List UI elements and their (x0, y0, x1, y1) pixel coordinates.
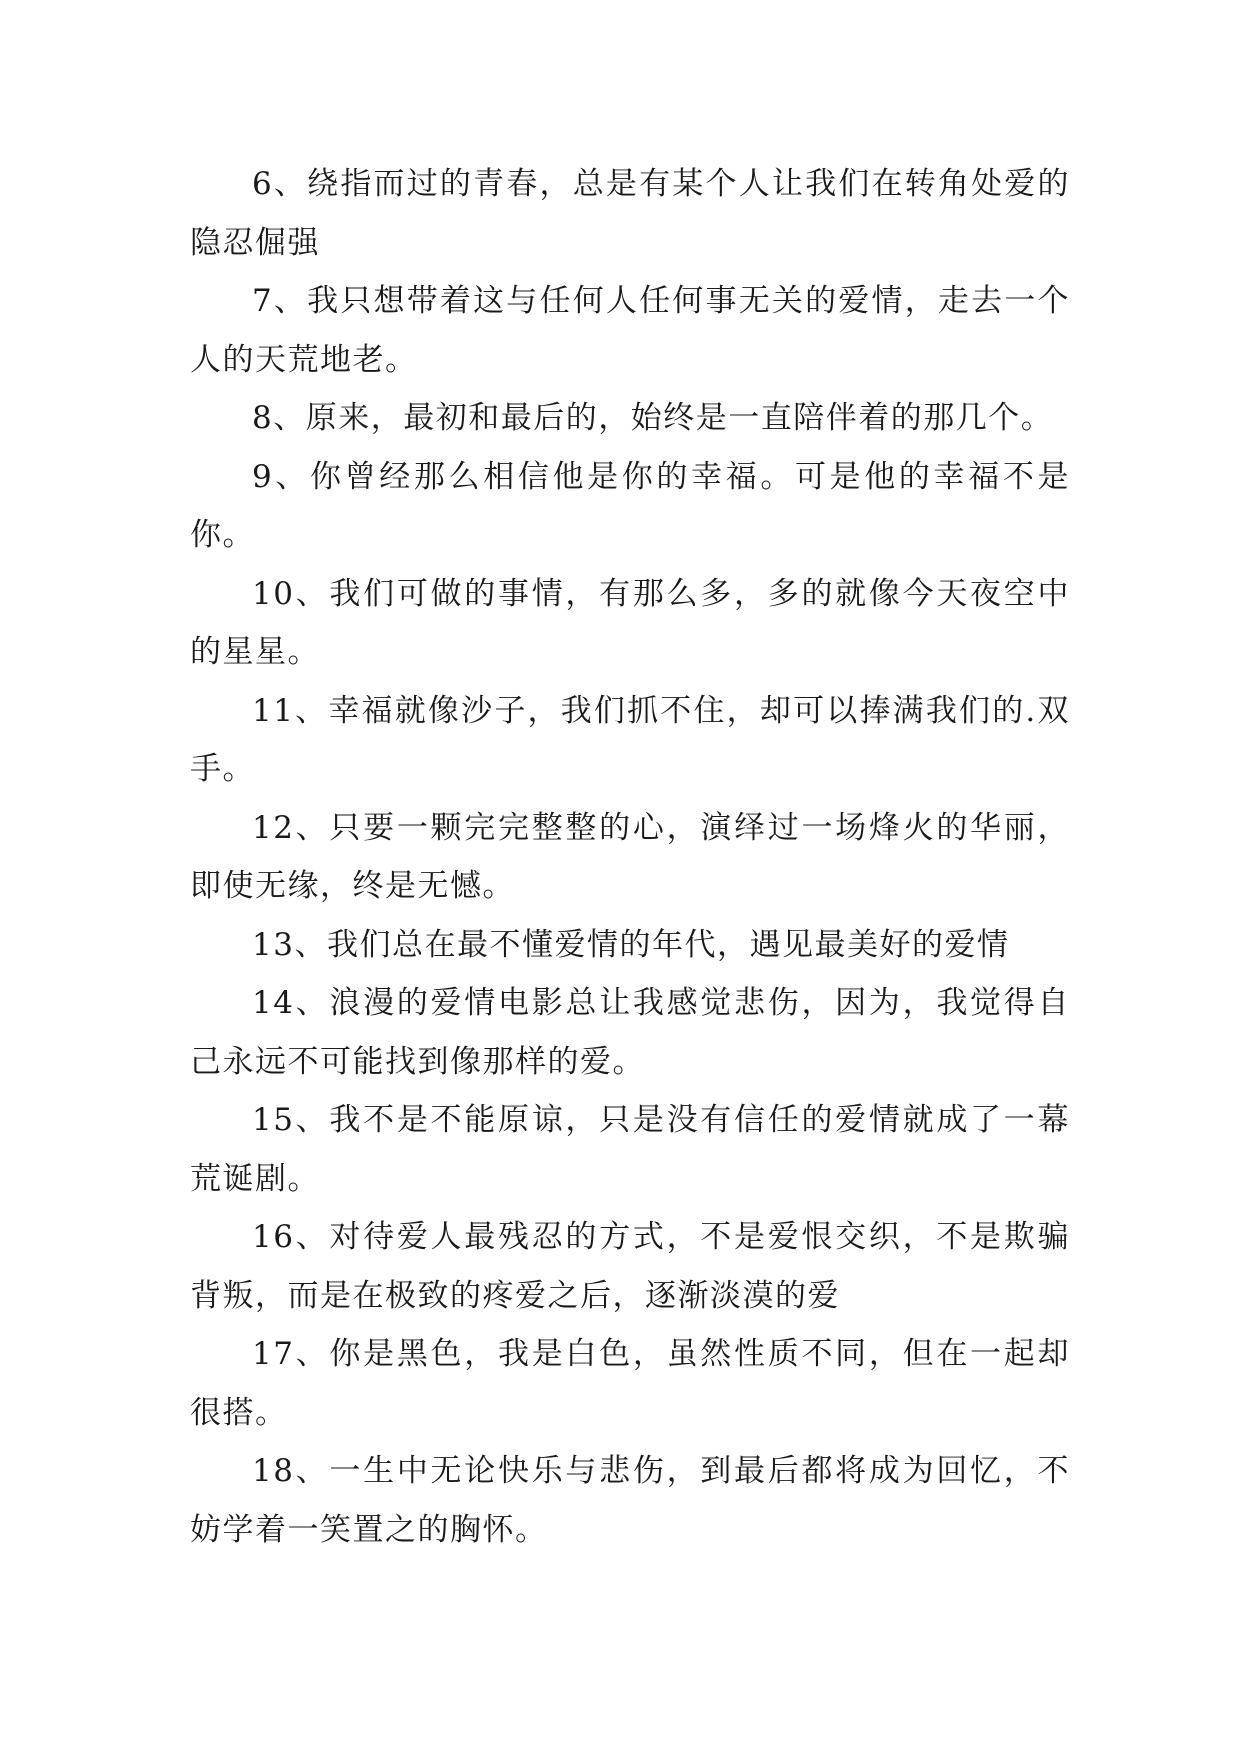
paragraph-16: 16、对待爱人最残忍的方式，不是爱恨交织，不是欺骗背叛，而是在极致的疼爱之后，逐渐淡漠的爱 (190, 1219, 1070, 1314)
paragraph-10: 10、我们可做的事情，有那么多，多的就像今天夜空中的星星。 (190, 575, 1070, 670)
paragraph-13: 13、我们总在最不懂爱情的年代，遇见最美好的爱情 (252, 926, 1010, 963)
paragraph-18: 18、一生中无论快乐与悲伤，到最后都将成为回忆，不妨学着一笑置之的胸怀。 (190, 1453, 1070, 1548)
paragraph-6: 6、绕指而过的青春，总是有某个人让我们在转角处爱的隐忍倔强 (190, 166, 1070, 261)
paragraph-7: 7、我只想带着这与任何人任何事无关的爱情，走去一个人的天荒地老。 (190, 283, 1070, 378)
paragraph-14: 14、浪漫的爱情电影总让我感觉悲伤，因为，我觉得自己永远不可能找到像那样的爱。 (190, 985, 1070, 1080)
paragraph-12: 12、只要一颗完完整整的心，演绎过一场烽火的华丽，即使无缘，终是无憾。 (190, 809, 1070, 904)
paragraph-15: 15、我不是不能原谅，只是没有信任的爱情就成了一幕荒诞剧。 (190, 1102, 1070, 1197)
paragraph-8: 8、原来，最初和最后的，始终是一直陪伴着的那几个。 (252, 400, 1054, 436)
paragraph-9: 9、你曾经那么相信他是你的幸福。可是他的幸福不是你。 (190, 458, 1070, 553)
paragraph-17: 17、你是黑色，我是白色，虽然性质不同，但在一起却很搭。 (190, 1336, 1070, 1431)
document-body (190, 155, 1070, 1559)
paragraph-11: 11、幸福就像沙子，我们抓不住，却可以捧满我们的.双手。 (190, 692, 1070, 787)
